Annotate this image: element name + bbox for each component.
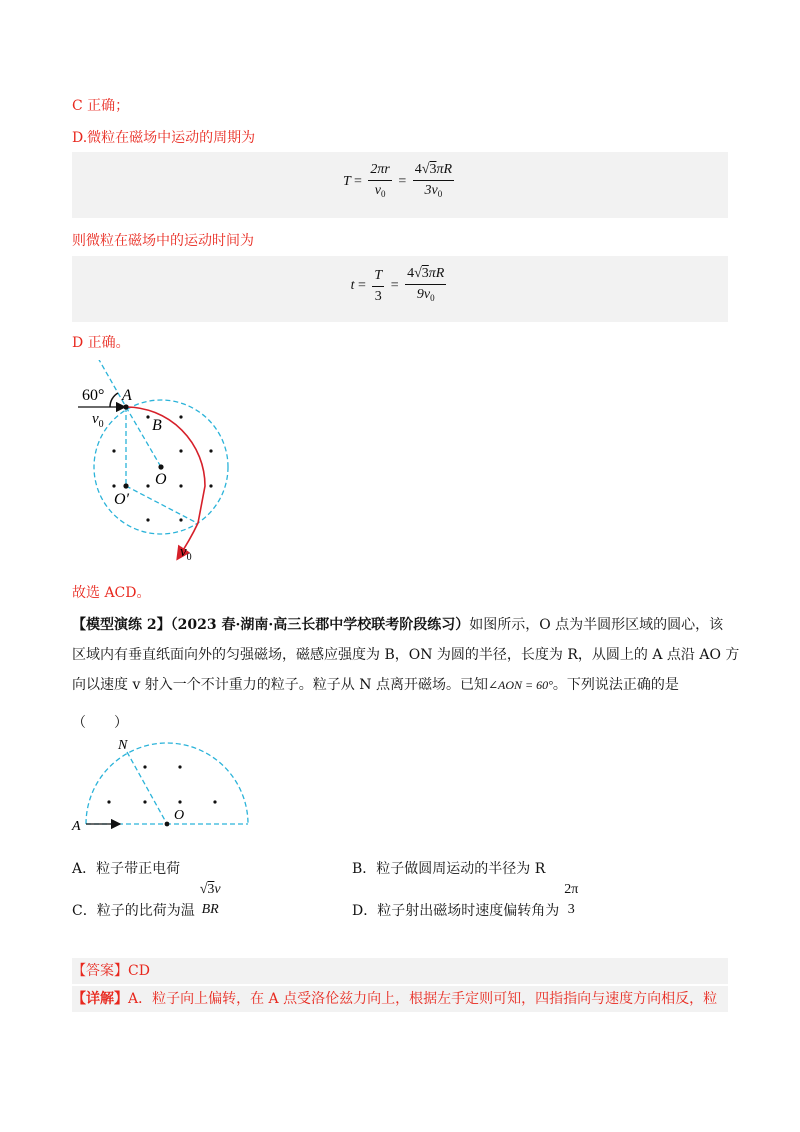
equals-sign: =	[390, 278, 399, 294]
line-choose: 故选 ACD。	[72, 585, 151, 601]
formula-box-period	[72, 152, 728, 218]
option-a[interactable]: A．粒子带正电荷	[72, 861, 181, 877]
angle-arc	[110, 393, 118, 407]
fraction	[372, 268, 384, 305]
formula-time	[72, 266, 728, 306]
fraction-numerator: 2π	[564, 882, 579, 897]
radicand: 3	[429, 162, 437, 177]
point-a-dot	[123, 404, 128, 409]
figure-semicircle	[70, 732, 260, 837]
label-a: A	[122, 387, 132, 404]
fraction-denominator: v	[374, 183, 381, 198]
formula-box-time	[72, 256, 728, 322]
line-t-intro: 则微粒在磁场中的运动时间为	[72, 233, 254, 249]
label-b: B	[152, 417, 162, 434]
fraction-numerator-tail: πR	[428, 266, 445, 281]
label-a: A	[72, 819, 81, 834]
dashed-line-a-o	[126, 407, 161, 467]
v-out-subscript: 0	[186, 552, 192, 563]
v-out-symbol: v	[180, 544, 187, 560]
option-c-fraction: √3v BR	[199, 882, 221, 917]
equals-sign: =	[398, 174, 407, 190]
line-d-correct: D 正确。	[72, 335, 130, 351]
coefficient: 4	[414, 162, 422, 177]
answer-bar	[72, 958, 728, 984]
fraction-numerator: 2πr	[368, 162, 391, 181]
label-o: O	[155, 471, 167, 488]
v-in-subscript: 0	[98, 419, 104, 430]
fraction-numerator-tail: v	[214, 882, 221, 897]
problem-line3a: 向以速度 v 射入一个不计重力的粒子。粒子从 N 点离开磁场。已知	[72, 677, 488, 693]
equals-sign: =	[358, 278, 366, 294]
radicand: 3	[421, 266, 429, 281]
angle-label: 60°	[82, 387, 105, 404]
option-d[interactable]	[352, 882, 583, 932]
field-dots	[107, 765, 216, 803]
formula-period	[72, 162, 728, 202]
subscript: 0	[381, 189, 386, 199]
point-o-dot	[165, 822, 170, 827]
semicircle-boundary	[86, 743, 248, 824]
detail-label: 【详解】	[72, 991, 128, 1007]
problem-paragraph	[72, 610, 740, 700]
problem-line1: 如图所示，O 点为半圆形区域的圆心，该	[469, 617, 724, 633]
label-v-in	[92, 411, 104, 430]
label-oprime: O′	[114, 491, 130, 508]
fraction-denominator: 3	[567, 902, 575, 917]
label-v-out	[180, 544, 192, 563]
figure-circle-trajectory	[70, 360, 240, 570]
option-d-fraction	[562, 882, 580, 918]
line-c-correct: C 正确；	[72, 98, 130, 114]
subscript: 0	[430, 293, 435, 303]
fraction-denominator: 3v	[424, 183, 438, 198]
fraction: $\frac{4√3\pi R}{3v_0}$	[414, 162, 453, 199]
point-o-dot	[158, 464, 163, 469]
problem-line3b: 。下列说法正确的是	[552, 677, 679, 693]
answer-label: 【答案】	[72, 963, 128, 979]
line-d-intro: D.微粒在磁场中运动的周期为	[72, 130, 256, 146]
problem-line2: 区域内有垂直纸面向外的匀强磁场，磁感应强度为 B，ON 为圆的半径，长度为 R，从圆上的 A 点沿 AO 方	[72, 647, 740, 663]
v-in-symbol: v	[92, 411, 99, 427]
fraction-numerator: T	[372, 268, 384, 287]
answer-blank: （ ）	[72, 715, 128, 731]
problem-heading: 【模型演练 2】（2023 春·湖南·高三长郡中学校联考阶段练习）	[72, 617, 470, 633]
fraction-numerator-tail: πR	[436, 162, 453, 177]
option-b[interactable]: B．粒子做圆周运动的半径为 R	[352, 861, 546, 877]
option-d-text: D．粒子射出磁场时速度偏转角为	[352, 903, 560, 919]
point-oprime-dot	[123, 483, 128, 488]
detail-bar	[72, 986, 728, 1012]
fraction: $\frac{4√3\pi R}{9v_0}$	[407, 266, 445, 303]
detail-text: A．粒子向上偏转，在 A 点受洛伦兹力向上，根据左手定则可知，四指指向与速度方向相反，粒	[128, 991, 718, 1007]
formula-lhs: t	[350, 278, 355, 294]
radicand: 3	[207, 882, 215, 897]
label-n: N	[118, 738, 128, 753]
option-c-text: C．粒子的比荷为温	[72, 903, 195, 919]
answer-value: CD	[128, 963, 150, 979]
fraction	[368, 162, 391, 202]
label-o: O	[174, 808, 185, 823]
fraction-denominator: 3	[374, 288, 382, 304]
radius-on	[127, 752, 167, 824]
equals-sign: =	[354, 174, 362, 190]
dashed-line-oprime-exit	[126, 486, 197, 523]
option-c[interactable]	[72, 882, 226, 932]
fraction-denominator: BR	[201, 902, 219, 917]
angle-expression: ∠AON = 60°	[487, 678, 553, 692]
coefficient: 4	[407, 266, 415, 281]
fraction-denominator: 9v	[416, 287, 431, 302]
subscript: 0	[437, 189, 443, 199]
formula-lhs: T	[342, 174, 351, 190]
